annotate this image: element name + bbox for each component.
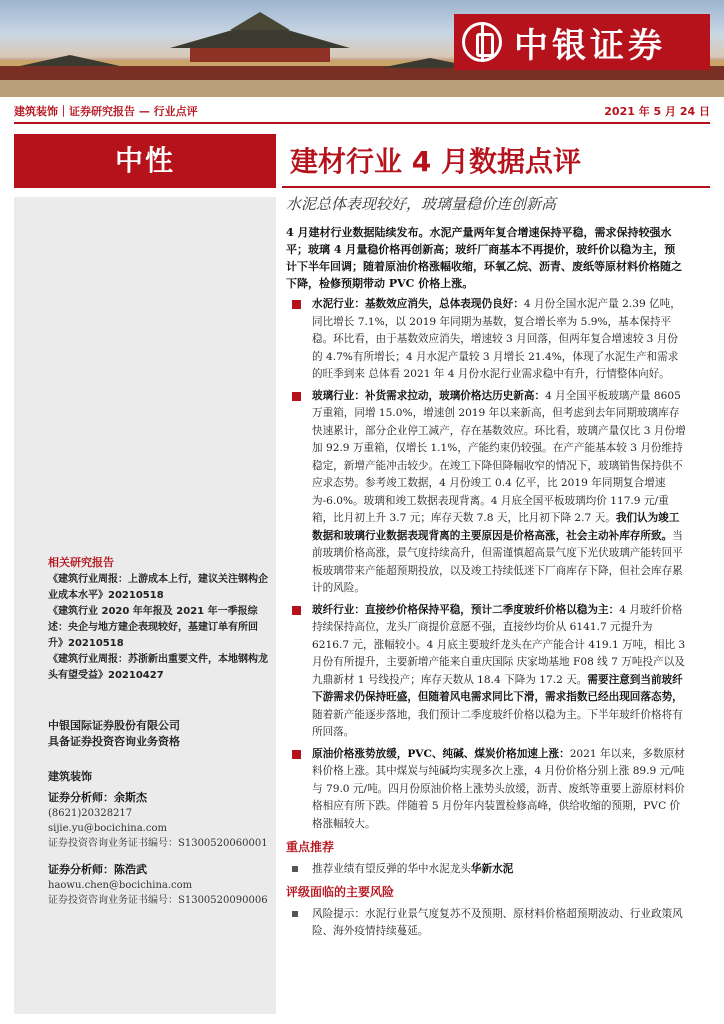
report-topbar: [14, 100, 710, 124]
point-emphasis: 需要注意到当前玻纤下游需求仍保持旺盛，但随着风电需求同比下滑，需求指数已经出现回落态势，: [312, 673, 683, 703]
bullet-square-icon: [292, 911, 298, 917]
bullet-square-icon: [292, 866, 298, 872]
risk-item: [286, 906, 686, 941]
brand-name: 中银证券: [514, 25, 666, 66]
boc-logo-icon: [462, 22, 502, 62]
breadcrumb: 建筑装饰｜证券研究报告 — 行业点评: [14, 105, 198, 118]
sector-label: 建筑装饰: [48, 770, 92, 783]
point-cement: [286, 296, 686, 384]
point-text: 随着新产能逐步落地，我们预计二季度玻纤价格以稳为主。下半年玻纤价格将有所回落。: [312, 708, 683, 738]
analyst-label: 证券分析师：: [48, 863, 114, 876]
bullet-square-icon: [292, 750, 301, 759]
analyst-cert: 证券投资咨询业务证书编号：S1300520060001: [48, 838, 268, 849]
report-date: 2021 年 5 月 24 日: [604, 105, 710, 118]
point-lead: 玻璃行业：补货需求拉动，玻璃价格达历史新高：: [312, 389, 546, 402]
header-banner-photo: [0, 0, 724, 97]
point-text: 当前玻璃价格高涨，景气度持续高升，但需谨慎超高景气度下光伏玻璃产能转回平板玻璃带来产能超预期投放，以及竣工持续低迷下厂商库存下降，但社会库存累计的风险。: [312, 529, 683, 594]
point-text: 4 月全国平板玻璃产量 8605 万重箱，同增 15.0%，增速创 2019 年以来新高，但考虑到去年同期玻璃库存快速累计，部分企业停工减产，存在基数效应。环比看，玻璃产量仅比 3 月份增加 92.9 万重箱，仅增长 1.1%，产能约束仍较强。在产产能基本较 3 月份维持稳定，新增产能冲击较少。在竣工下降但降幅收窄的情况下，玻璃销售保持供不应求态势。参考竣工数据，4 月份竣工 0.4 亿平，比 2019 年同期复合增速为-6.0%。玻璃和竣工数据表现背离。4 月底全国平板玻璃均价 117.9 元/重箱，比月初上升 3.7 元；库存天数 7.8 天，比月初下降 2.7 天。: [312, 389, 686, 524]
point-text: 4 月份全国水泥产量 2.39 亿吨，同比增长 7.1%，以 2019 年同期为基数，复合增长率为 5.9%，基本保持平稳。环比看，由于基数效应消失，增速较 3 月回落，但两年复合增速较 3 月份的 4.7%有所增长；4 月水泥产量较 3 月增长 21.4%，体现了水泥生产和需求的旺季到来 总体看 2021 年 4 月份水泥行业需求稳中有升，行情整体向好。: [312, 298, 681, 380]
report-subtitle: 水泥总体表现较好，玻璃量稳价连创新高: [286, 195, 557, 213]
bullet-square-icon: [292, 606, 301, 615]
analyst-card: [48, 862, 274, 908]
analyst-card: [48, 790, 274, 851]
related-report-link[interactable]: 《建筑行业周报：上游成本上行，建议关注钢构企业成本水平》20210518: [48, 574, 268, 601]
point-lead: 玻纤行业：直接纱价格保持平稳，预计二季度玻纤价格以稳为主：: [312, 603, 620, 616]
brand-logo: [454, 14, 710, 70]
analyst-name: 陈浩武: [114, 863, 147, 876]
related-report-link[interactable]: 《建筑行业 2020 年年报及 2021 年一季报综述：央企与地方建企表现较好，基建订单有所回升》20210518: [48, 606, 258, 649]
analyst-label: 证券分析师：: [48, 791, 114, 804]
summary-paragraph: 4 月建材行业数据陆续发布。水泥产量两年复合增速保持平稳，需求保持较强水平；玻璃 4 月量稳价格再创新高；玻纤厂商基本不再提价，玻纤价以稳为主，预计下半年回调；随着原油价格涨幅收缩，环氧乙烷、沥青、废纸等原材料价格随之下降，检修预期带动 PVC 价格上涨。: [286, 226, 682, 290]
point-glass: [286, 388, 686, 598]
related-reports-heading: 相关研究报告: [48, 556, 114, 569]
risk-heading: 评级面临的主要风险: [286, 885, 395, 899]
analyst-name: 余斯杰: [114, 791, 147, 804]
title-divider: [282, 186, 710, 188]
analyst-phone: (8621)20328217: [48, 808, 133, 819]
analyst-email[interactable]: sijie.yu@bocichina.com: [48, 823, 167, 834]
recommend-stock: 华新水泥: [470, 862, 514, 875]
point-text: 4 月玻纤价格持续保持高位，龙头厂商提价意愿不强，直接纱均价从 6141.7 元提升为 6216.7 元，涨幅较小。4 月底主要玻纤龙头在产产能合计 419.1 万吨，相比 3 月份有所提升，主要新增产能来自重庆国际 庆家坳基地 F08 线 7 万吨投产以及九鼎新材 1 号线投产；库存天数从 18.4 下降为 17.2 天。: [312, 603, 686, 686]
org-qualification: 具备证券投资咨询业务资格: [48, 735, 180, 748]
analyst-cert: 证券投资咨询业务证书编号：S1300520090006: [48, 895, 268, 906]
point-fiberglass: [286, 602, 686, 742]
point-emphasis: 我们认为竣工数据和玻璃行业数据表现背离的主要原因是价格高涨，社会主动补库存所致。: [312, 512, 680, 542]
report-title: 建材行业 4 月数据点评: [290, 145, 581, 178]
org-name: 中银国际证券股份有限公司: [48, 719, 180, 732]
bullet-square-icon: [292, 392, 301, 401]
recommend-item: [286, 861, 686, 879]
risk-text: 风险提示：水泥行业景气度复苏不及预期、原材料价格超预期波动、行业政策风险、海外疫情持续蔓延。: [312, 907, 683, 937]
related-reports-list: [48, 572, 270, 684]
point-lead: 原油价格涨势放缓，PVC、纯碱、煤炭价格加速上涨：: [312, 747, 570, 760]
point-text: 2021 年以来，多数原材料价格上涨。其中煤炭与纯碱均实现多次上涨，4 月份价格分别上涨 89.9 元/吨与 79.0 元/吨。四月份原油价格上涨势头放缓，沥青、废纸等重要上游原材料价格相应有所下跌。伴随着 5 月份年内装置检修高峰，供给收缩的预期，PVC 价格涨幅较大。: [312, 747, 685, 830]
point-lead: 水泥行业：基数效应消失，总体表现仍良好：: [312, 298, 524, 310]
recommend-text: 推荐业绩有望反弹的华中水泥龙头: [312, 862, 471, 875]
rating-badge: 中性: [14, 134, 276, 188]
recommend-heading: 重点推荐: [286, 840, 335, 854]
bullet-square-icon: [292, 300, 301, 309]
main-content: [286, 296, 686, 945]
point-raw-materials: [286, 746, 686, 834]
organization-info: [48, 718, 270, 750]
analyst-email[interactable]: haowu.chen@bocichina.com: [48, 880, 193, 891]
related-report-link[interactable]: 《建筑行业周报：苏浙新出重要文件，本地钢构龙头有望受益》20210427: [48, 654, 268, 681]
